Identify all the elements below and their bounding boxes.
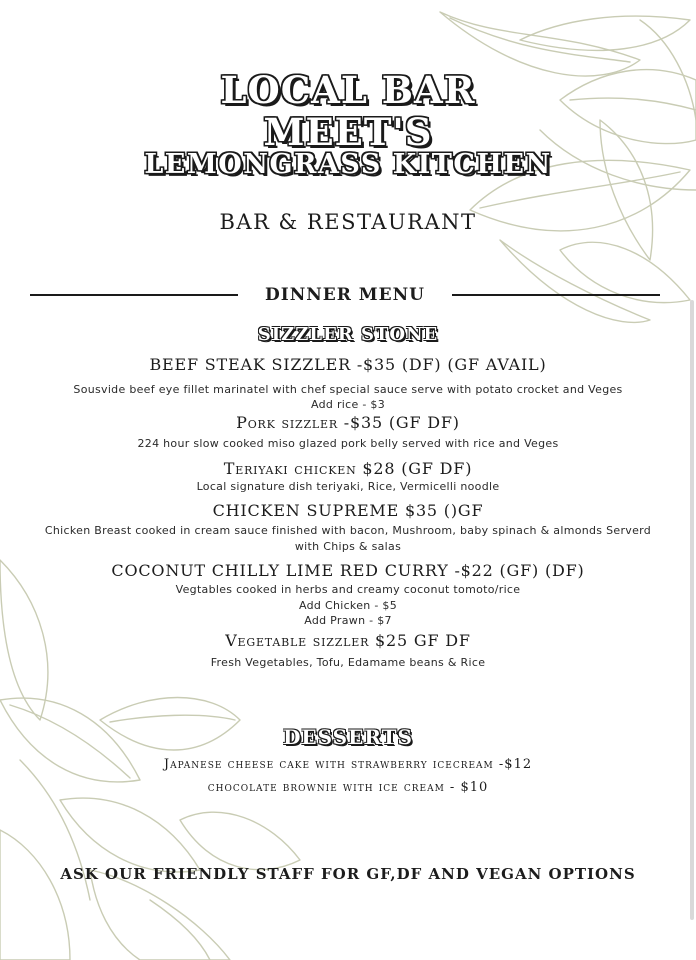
menu-item-title: COCONUT CHILLY LIME RED CURRY -$22 (GF) (DF) — [111, 561, 585, 580]
title-lemongrass-kitchen: LEMONGRASS KITCHEN — [144, 149, 552, 180]
menu-item-title: CHICKEN SUPREME $35 ()GF — [212, 501, 484, 520]
title-meets: MEET'S — [263, 110, 433, 154]
menu-item-title: Teriyaki chicken $28 (GF DF) — [223, 459, 473, 478]
divider-right — [452, 294, 660, 296]
menu-item-addon: Add Prawn - $7 — [304, 614, 392, 627]
menu-item-title: Vegetable sizzler $25 GF DF — [225, 631, 471, 650]
menu-item-title: BEEF STEAK SIZZLER -$35 (DF) (GF AVAIL) — [149, 355, 547, 374]
dessert-item: chocolate brownie with ice cream - $10 — [207, 780, 489, 795]
sizzler-stone-heading: SIZZLER STONE — [257, 324, 439, 345]
menu-item-title: Pork sizzler -$35 (GF DF) — [236, 413, 460, 432]
menu-item-description-cont: with Chips & salas — [294, 540, 402, 553]
menu-item-addon: Add rice - $3 — [310, 398, 386, 411]
divider-left — [30, 294, 238, 296]
subtitle-bar-restaurant: BAR & RESTAURANT — [219, 210, 477, 234]
menu-item-description: 224 hour slow cooked miso glazed pork belly served with rice and Veges — [137, 437, 559, 450]
desserts-heading: DESSERTS — [283, 725, 413, 749]
menu-item-description: Chicken Breast cooked in cream sauce finished with bacon, Mushroom, baby spinach & almonds Serverd — [44, 524, 652, 537]
menu-item-description: Vegtables cooked in herbs and creamy coconut tomoto/rice — [175, 583, 521, 596]
dinner-menu-heading: DINNER MENU — [265, 285, 425, 305]
dessert-item: Japanese cheese cake with strawberry icecream -$12 — [163, 757, 533, 772]
menu-item-addon: Add Chicken - $5 — [298, 599, 398, 612]
menu-item-description: Local signature dish teriyaki, Rice, Vermicelli noodle — [196, 480, 500, 493]
menu-item-description: Sousvide beef eye fillet marinatel with chef special sauce serve with potato crocket and Veges — [73, 383, 623, 396]
menu-item-description: Fresh Vegetables, Tofu, Edamame beans & Rice — [210, 656, 486, 669]
dietary-options-note: ASK OUR FRIENDLY STAFF FOR GF,DF AND VEGAN OPTIONS — [60, 865, 636, 883]
title-local-bar: LOCAL BAR — [220, 68, 476, 112]
